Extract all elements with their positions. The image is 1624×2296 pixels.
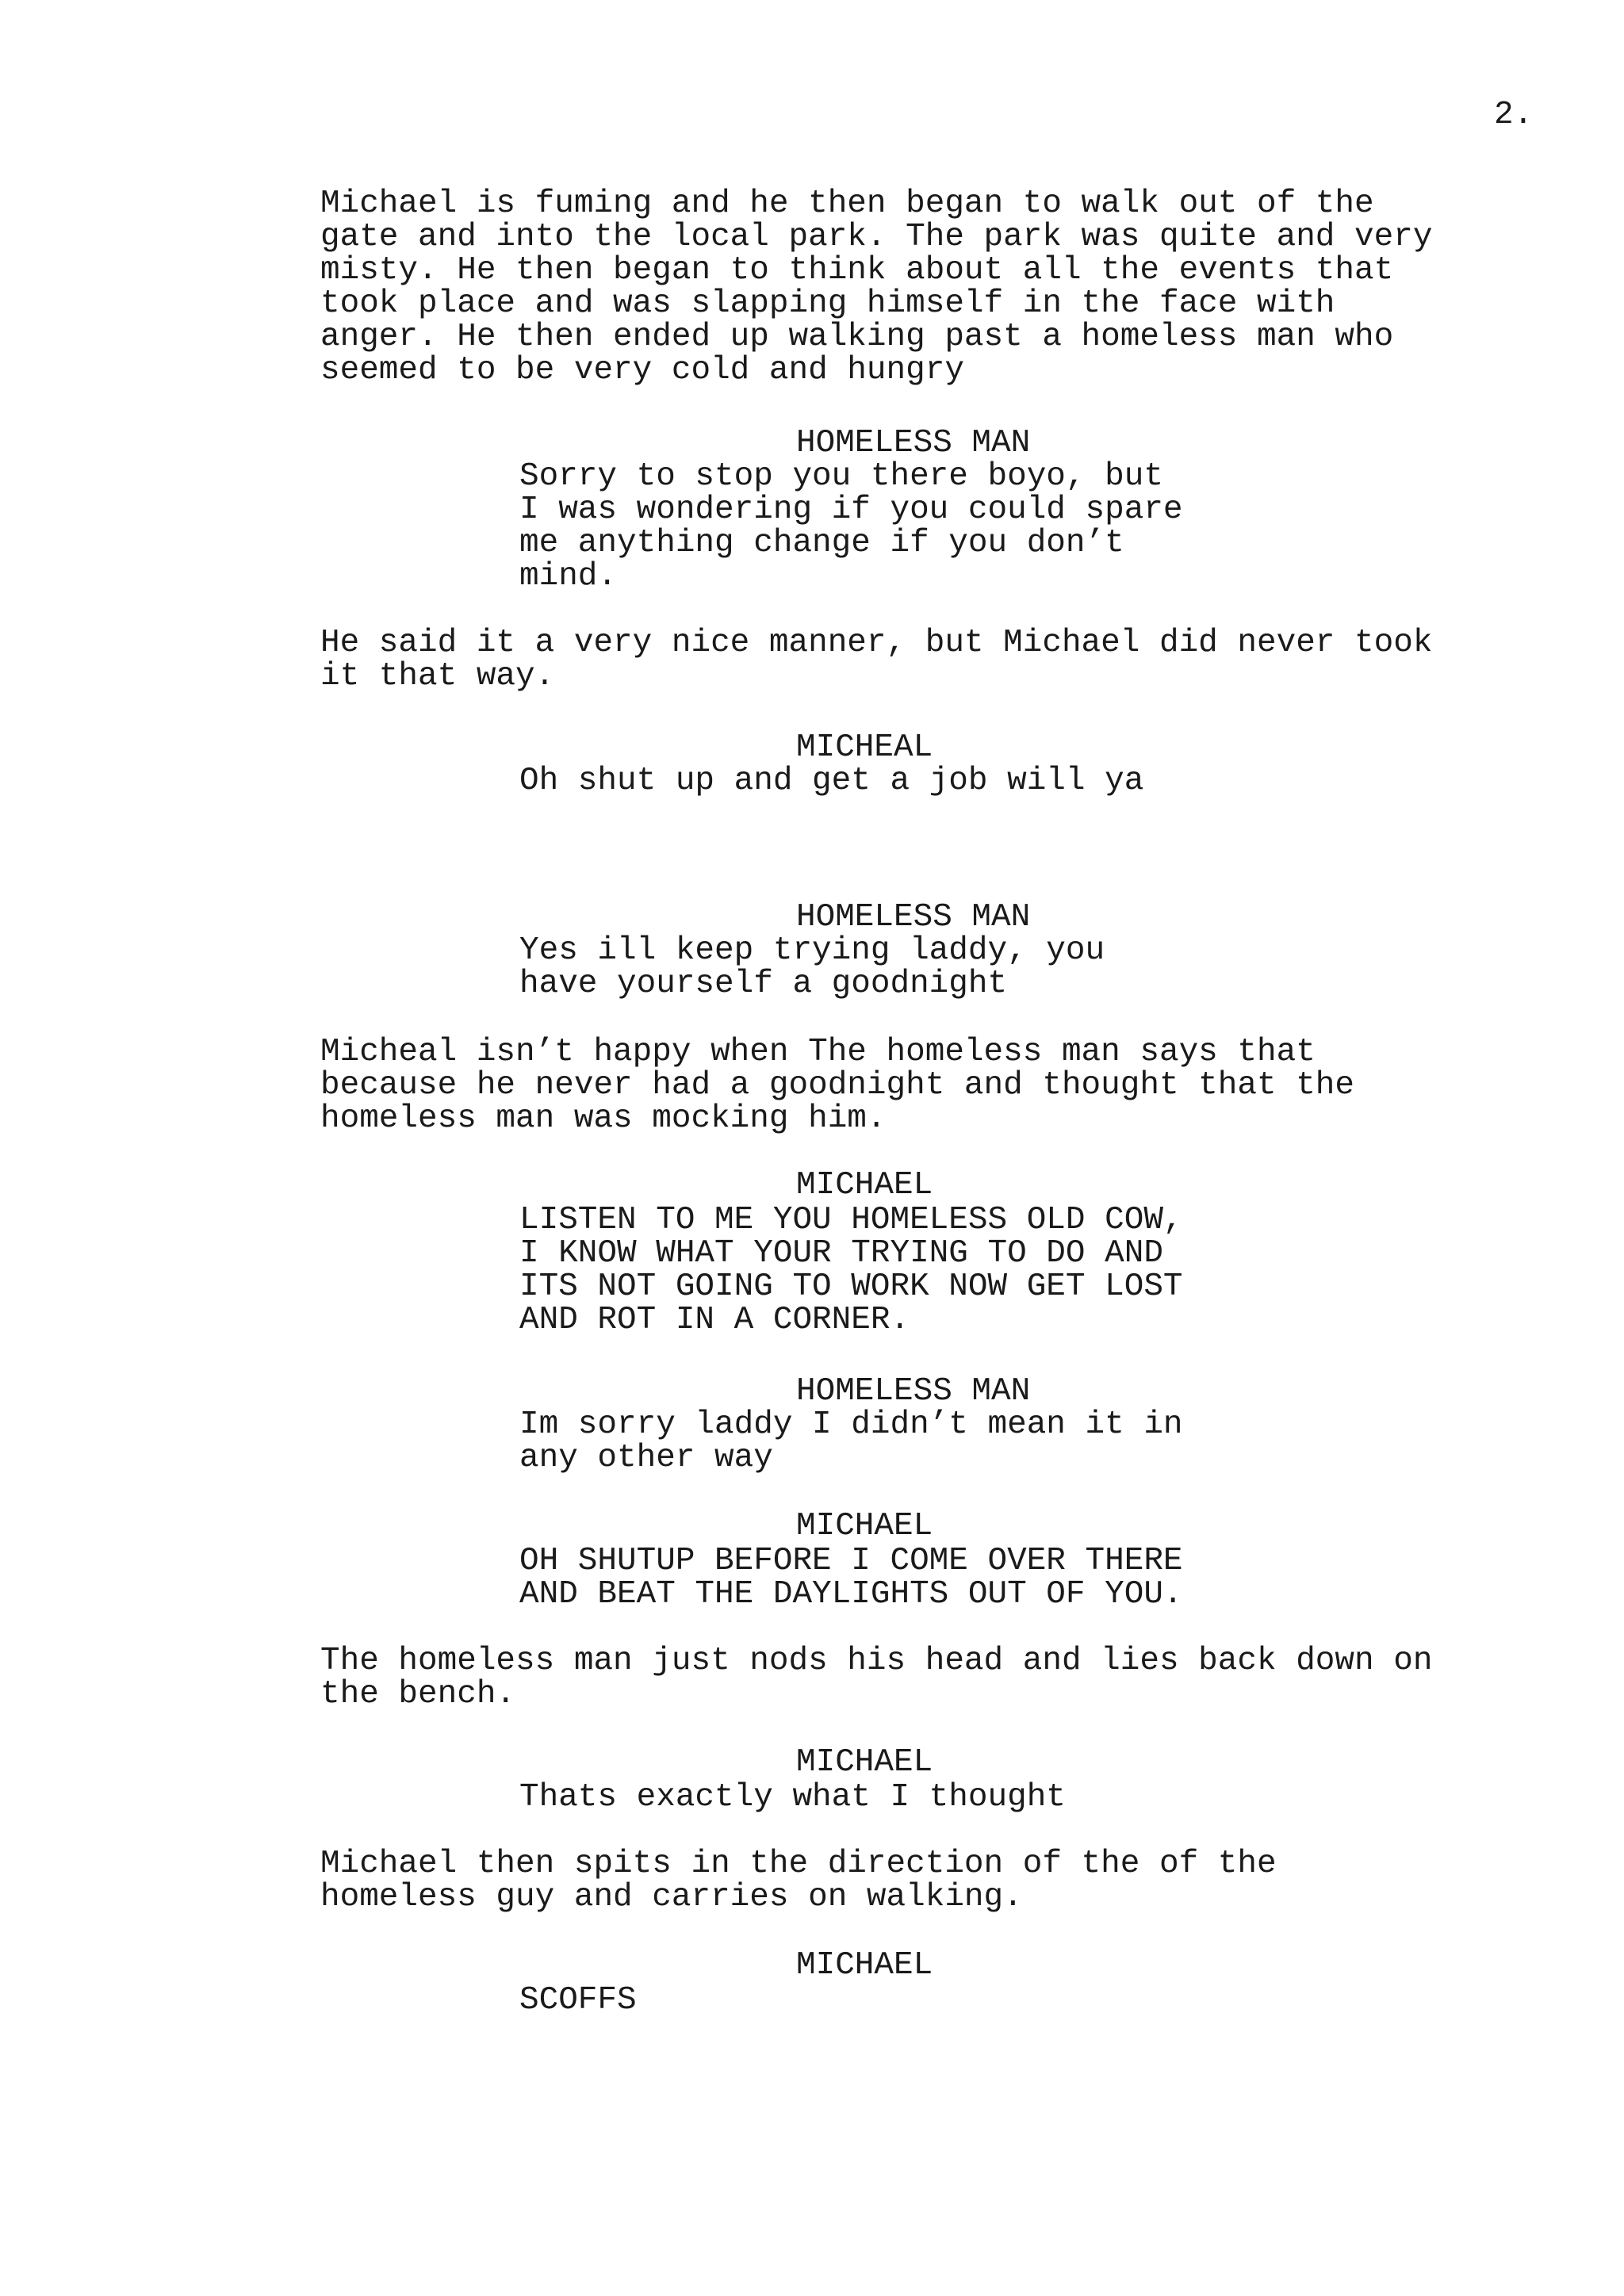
- character-name: HOMELESS MAN: [796, 425, 1031, 461]
- dialogue-line: Im sorry laddy I didn’t mean it in any other way: [519, 1406, 1183, 1476]
- dialogue-line: Thats exactly what I thought: [519, 1779, 1066, 1816]
- character-name: HOMELESS MAN: [796, 899, 1031, 936]
- character-name: MICHEAL: [796, 729, 933, 766]
- action-paragraph: Michael is fuming and he then began to walk out of the gate and into the local park. The park was quite and very misty. He then began to think about all the events that took place and was slapping himself in the face with anger. He then ended up walking past a homeless man who seemed to be very cold and hungry: [320, 186, 1433, 388]
- dialogue-line: LISTEN TO ME YOU HOMELESS OLD COW, I KNOW WHAT YOUR TRYING TO DO AND ITS NOT GOING TO WORK NOW GET LOST AND ROT IN A CORNER.: [519, 1202, 1183, 1338]
- dialogue-line: Oh shut up and get a job will ya: [519, 763, 1144, 799]
- page-number: 2.: [1494, 97, 1534, 133]
- dialogue-line: SCOFFS: [519, 1982, 637, 2019]
- action-paragraph: Michael then spits in the direction of the of the homeless guy and carries on walking.: [320, 1846, 1277, 1915]
- action-paragraph: The homeless man just nods his head and lies back down on the bench.: [320, 1643, 1433, 1712]
- character-name: MICHAEL: [796, 1167, 933, 1203]
- character-name: MICHAEL: [796, 1947, 933, 1984]
- character-name: MICHAEL: [796, 1744, 933, 1781]
- action-paragraph: He said it a very nice manner, but Michael did never took it that way.: [320, 625, 1433, 695]
- dialogue-line: Yes ill keep trying laddy, you have yourself a goodnight: [519, 932, 1105, 1002]
- dialogue-line: OH SHUTUP BEFORE I COME OVER THERE AND BEAT THE DAYLIGHTS OUT OF YOU.: [519, 1543, 1183, 1613]
- character-name: HOMELESS MAN: [796, 1373, 1031, 1410]
- character-name: MICHAEL: [796, 1508, 933, 1544]
- action-paragraph: Micheal isn’t happy when The homeless man says that because he never had a goodnight and thought that the homeless man was mocking him.: [320, 1034, 1355, 1137]
- dialogue-line: Sorry to stop you there boyo, but I was wondering if you could spare me anything change if you don’t mind.: [519, 458, 1183, 595]
